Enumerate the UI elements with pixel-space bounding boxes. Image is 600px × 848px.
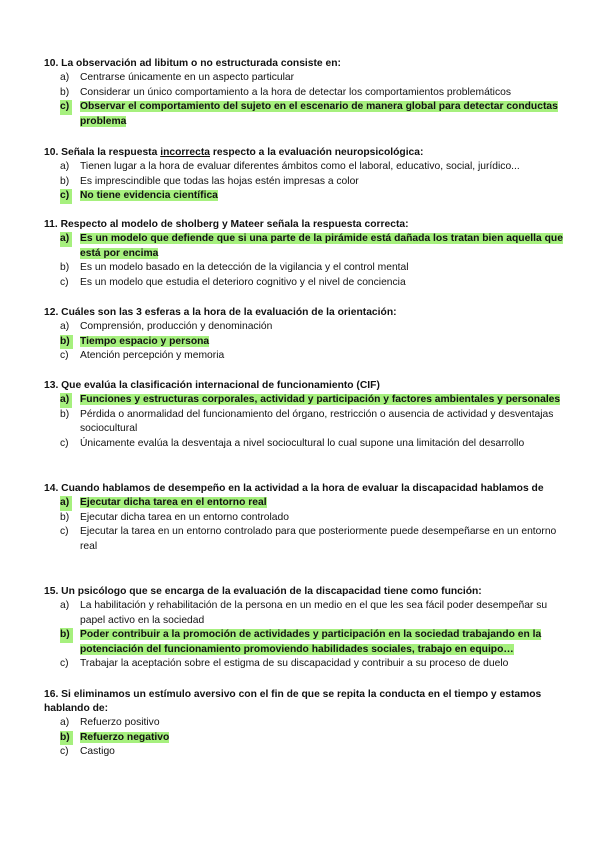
answer-option — [44, 261, 574, 276]
answer-option-correct — [44, 628, 574, 657]
option-text: Refuerzo negativo — [80, 731, 170, 743]
answer-option-correct — [44, 335, 574, 350]
option-text: Pérdida o anormalidad del funcionamiento del órgano, restricción o ausencia de actividad y desventajas sociocultural — [80, 408, 554, 434]
question-title: 15. Un psicólogo que se encarga de la evaluación de la discapacidad tiene como función: — [44, 586, 482, 597]
option-letter: b) — [60, 175, 70, 187]
question-block — [44, 585, 574, 672]
question-title: 14. Cuando hablamos de desempeño en la actividad a la hora de evaluar la discapacidad hablamos de — [44, 483, 544, 494]
option-letter: a) — [60, 600, 70, 611]
option-letter: c) — [60, 658, 69, 669]
answer-option — [44, 525, 574, 554]
underlined-word: incorrecta — [160, 147, 210, 158]
option-letter: c) — [60, 276, 69, 288]
option-text: Considerar un único comportamiento a la hora de detectar los comportamientos problemáticos — [80, 86, 511, 98]
answer-option-correct — [44, 100, 574, 129]
option-text: Ejecutar la tarea en un entorno controlado para que posteriormente puede desempeñarse en un entorno real — [80, 526, 557, 552]
answer-option-correct — [44, 496, 574, 511]
answer-option — [44, 160, 574, 175]
option-text: Centrarse únicamente en un aspecto particular — [80, 72, 295, 83]
question-block — [44, 482, 574, 554]
question-title: 13. Que evalúa la clasificación internacional de funcionamiento (CIF) — [44, 380, 380, 391]
option-text: Poder contribuir a la promoción de actividades y participación en la sociedad trabajando en la potenciación del funcionamiento promoviendo habilidades sociales, trabajo en equipo… — [80, 629, 542, 655]
question-title: 11. Respecto al modelo de sholberg y Mateer señala la respuesta correcta: — [44, 219, 409, 230]
option-text: Trabajar la aceptación sobre el estigma de su discapacidad y contribuir a su proceso de duelo — [80, 658, 509, 669]
option-letter: a) — [60, 321, 70, 332]
option-text: Es un modelo que estudia el deterioro cognitivo y el nivel de conciencia — [80, 276, 406, 288]
option-letter: b) — [60, 262, 70, 273]
question-block — [44, 306, 574, 364]
option-text: Comprensión, producción y denominación — [80, 321, 273, 332]
option-letter: b) — [60, 628, 73, 643]
option-letter: c) — [60, 350, 69, 361]
option-letter: c) — [60, 746, 69, 757]
option-text: Tiempo espacio y persona — [80, 335, 210, 347]
option-text: Únicamente evalúa la desventaja a nivel sociocultural lo cual supone una limitación del desarrollo — [80, 437, 525, 449]
answer-option — [44, 86, 574, 101]
option-text: Castigo — [80, 746, 115, 757]
option-text: Atención percepción y memoria — [80, 350, 225, 361]
question-block — [44, 379, 574, 451]
answer-option — [44, 437, 574, 452]
question-title: 16. Si eliminamos un estímulo aversivo con el fin de que se repita la conducta en el tiempo y estamos hablando de: — [44, 689, 542, 714]
option-text: Observar el comportamiento del sujeto en el escenario de manera global para detectar conductas problema — [80, 101, 558, 127]
option-letter: a) — [60, 393, 72, 408]
option-text: Funciones y estructuras corporales, actividad y participación y factores ambientales y personales — [80, 394, 561, 405]
question-block — [44, 146, 574, 204]
option-text: Es imprescindible que todas las hojas estén impresas a color — [80, 175, 359, 187]
option-letter: a) — [60, 232, 72, 247]
option-text: Es un modelo que defiende que si una parte de la pirámide está dañada los tratan bien aquella que está por encima — [80, 233, 563, 259]
answer-option-correct — [44, 189, 574, 204]
answer-option — [44, 745, 574, 760]
option-text: La habilitación y rehabilitación de la persona en un medio en el que les sea fácil poder desempeñar su papel activo en la sociedad — [80, 600, 548, 626]
answer-option — [44, 511, 574, 526]
answer-option — [44, 408, 574, 437]
option-letter: c) — [60, 189, 72, 204]
answer-option — [44, 657, 574, 672]
answer-option-correct — [44, 232, 574, 261]
option-letter: a) — [60, 496, 72, 511]
answer-option — [44, 349, 574, 364]
answer-option-correct — [44, 393, 574, 408]
option-letter: a) — [60, 717, 70, 728]
question-title: 10. Señala la respuesta incorrecta respecto a la evaluación neuropsicológica: — [44, 147, 424, 158]
option-letter: c) — [60, 100, 72, 115]
option-letter: b) — [60, 86, 70, 98]
option-text: Ejecutar dicha tarea en el entorno real — [80, 497, 267, 508]
answer-option — [44, 71, 574, 86]
option-letter: b) — [60, 335, 73, 350]
answer-option — [44, 716, 574, 731]
option-letter: c) — [60, 526, 69, 537]
option-letter: a) — [60, 72, 70, 83]
option-text: Refuerzo positivo — [80, 717, 160, 728]
option-text: Ejecutar dicha tarea en un entorno controlado — [80, 511, 289, 523]
option-letter: b) — [60, 408, 70, 420]
option-letter: b) — [60, 511, 70, 523]
option-text: Tienen lugar a la hora de evaluar diferentes ámbitos como el laboral, educativo, social, jurídico... — [80, 161, 520, 172]
answer-option — [44, 175, 574, 190]
option-text: Es un modelo basado en la detección de la vigilancia y el control mental — [80, 262, 409, 273]
option-letter: a) — [60, 161, 70, 172]
question-block — [44, 688, 574, 760]
answer-option — [44, 599, 574, 628]
question-block — [44, 57, 574, 129]
question-block — [44, 218, 574, 290]
option-text: No tiene evidencia científica — [80, 190, 218, 201]
question-title: 12. Cuáles son las 3 esferas a la hora de la evaluación de la orientación: — [44, 307, 397, 318]
option-letter: b) — [60, 731, 73, 746]
answer-option — [44, 320, 574, 335]
option-letter: c) — [60, 437, 69, 449]
question-title: 10. La observación ad libitum o no estructurada consiste en: — [44, 58, 341, 69]
answer-option — [44, 276, 574, 291]
answer-option-correct — [44, 731, 574, 746]
